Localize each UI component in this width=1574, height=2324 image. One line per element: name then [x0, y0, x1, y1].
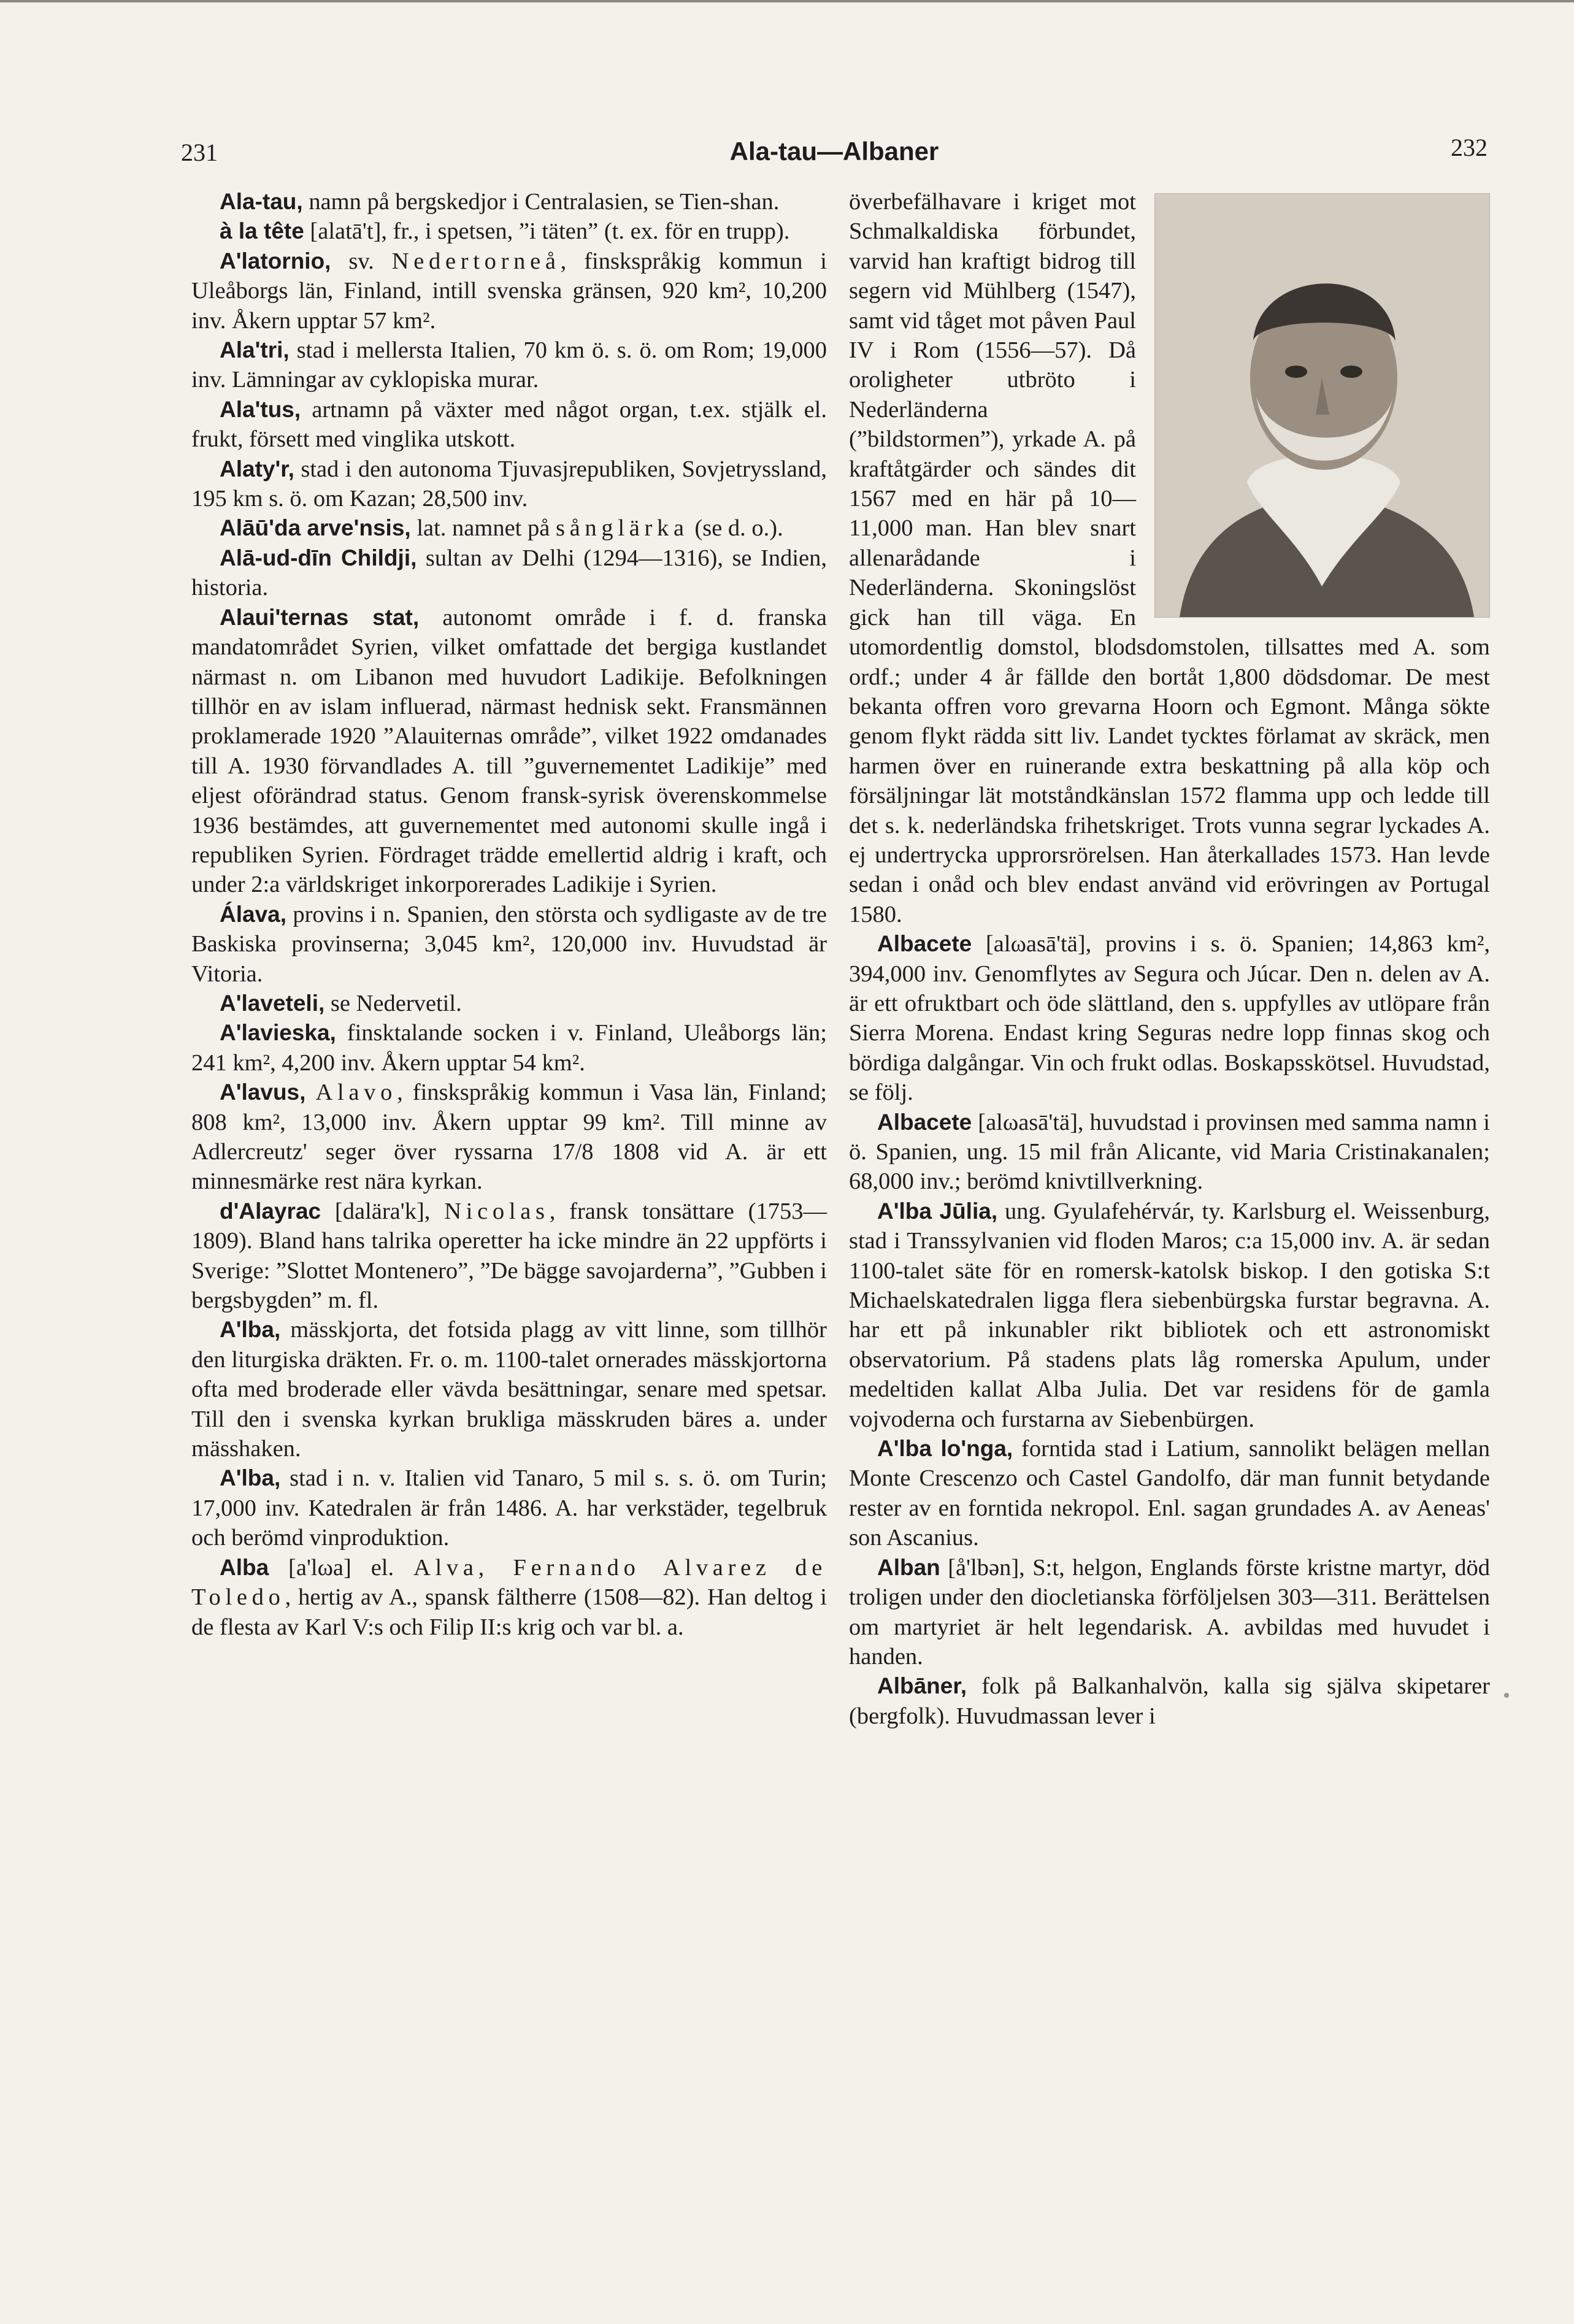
entry-alavieska: [191, 1018, 827, 1078]
headword: A'lba Jūlia,: [877, 1198, 998, 1224]
entry-text: provins i n. Spanien, den största och sydligaste av de tre Baskiska provinserna; 3,045 km², 120,000 inv. Huvudstad är Vitoria.: [191, 901, 827, 987]
entry-alba-longa: [849, 1434, 1490, 1553]
portrait-image: [1154, 193, 1490, 618]
entry-alba-city: [191, 1463, 827, 1552]
headword: A'lavus,: [220, 1080, 306, 1105]
headword: Ala-tau,: [220, 189, 303, 214]
entry-text: folk på Balkanhalvön, kalla sig själva skipetarer (bergfolk). Huvudmassan lever i: [849, 1673, 1490, 1729]
top-rule: [0, 0, 1574, 2]
entry-albaner: [849, 1671, 1490, 1731]
headword: à la tête: [220, 218, 304, 244]
headword: Albacete: [877, 931, 972, 957]
page-header: [181, 134, 1488, 175]
headword: Alban: [877, 1554, 940, 1580]
spaced-term: Alavo: [315, 1080, 397, 1106]
headword: A'lavieska,: [220, 1020, 336, 1046]
entry-text: , fransk tonsättare (1753—1809). Bland hans talrika operetter ha icke mindre än 22 uppförts i Sverige: ”Slottet Montenero”, ”De bägge savojarderna”, ”Gubben i bergsbygden” m. fl.: [191, 1198, 827, 1314]
entry-text: (se d. o.).: [688, 515, 783, 542]
headword: Alaui'ternas stat,: [220, 604, 420, 630]
entry-pre: lat. namnet på: [410, 515, 556, 542]
entry-text: namn på bergskedjor i Centralasien, se Tien-shan.: [302, 189, 780, 215]
headword: Alāū'da arve'nsis,: [220, 515, 411, 541]
headword: A'lba,: [220, 1317, 281, 1343]
running-head: Ala-tau—Albaner: [729, 137, 939, 166]
spaced-term: Nicolas: [444, 1198, 550, 1224]
margin-speck: [1504, 1693, 1509, 1698]
entry-text: se Nedervetil.: [324, 990, 462, 1016]
spaced-term: Alva, Fernando Alvarez de Toledo: [191, 1554, 827, 1611]
headword: Alaty'r,: [220, 456, 294, 481]
entry-pre: sv.: [331, 248, 392, 274]
entry-alba-vestment: [191, 1315, 827, 1463]
entry-pre: [dalära'k],: [321, 1198, 445, 1224]
entry-alatyr: [191, 454, 827, 514]
headword: A'lba,: [220, 1465, 281, 1491]
entry-alavus: [191, 1078, 827, 1197]
entry-text: stad i mellersta Italien, 70 km ö. s. ö. om Rom; 19,000 inv. Lämningar av cyklopiska murar.: [191, 337, 827, 393]
entry-text: , finskspråkig kommun i Uleåborgs län, Finland, intill svenska gränsen, 920 km², 10,200 inv. Åkern upptar 57 km².: [191, 248, 827, 334]
entry-text: forntida stad i Latium, sannolikt belägen mellan Monte Crescenzo och Castel Gandolfo, där man funnit betydande rester av en forntida nekropol. Enl. sagan grundades A. av Aeneas' son Ascanius.: [849, 1436, 1491, 1551]
entry-text: stad i n. v. Italien vid Tanaro, 5 mil s. s. ö. om Turin; 17,000 inv. Katedralen är från 1486. A. har verkstäder, tegelbruk och berömd vinproduktion.: [191, 1465, 827, 1551]
page-number-right: 232: [1451, 134, 1488, 161]
headword: Alba: [220, 1554, 269, 1580]
spaced-term: Nedertorneå: [391, 248, 561, 274]
headword: Álava,: [220, 901, 287, 927]
entry-text: , finskspråkig kommun i Vasa län, Finland; 808 km², 13,000 inv. Åkern upptar 99 km². Till minne av Adlercreutz' seger över ryssarna 17/8 1808 vid A. är ett minnesmärke rest nära kyrkan.: [191, 1080, 827, 1195]
entry-text: sultan av Delhi (1294—1316), se Indien, historia.: [191, 545, 827, 601]
entry-alatri: [191, 336, 827, 395]
headword: A'laveteli,: [220, 990, 325, 1016]
headword: Ala'tus,: [220, 396, 301, 422]
entry-alba-julia: [849, 1197, 1490, 1434]
entry-text: ung. Gyulafehérvár, ty. Karlsburg el. Weissenburg, stad i Transsylvanien vid floden Maros; c:a 15,000 inv. A. är sedan 1100-talet säte för en romersk-katolsk biskop. I den gotiska S:t Michaelskatedralen ligga flera siebenbürgska furstar begravna. A. har ett på inkunabler rikt bibliotek och ett astronomiskt observatorium. På stadens plats låg romerska Apulum, under medeltiden kallat Alba Julia. Det var residens för de gamla vojvoderna och furstarna av Siebenbürgen.: [849, 1198, 1491, 1432]
entry-alaveteli: [191, 989, 827, 1018]
entry-text: mässkjorta, det fotsida plagg av vitt linne, som tillhör den liturgiska dräkten. Fr. o. m. 1100-talet ornerades mässkjortorna ofta med broderade eller vävda besättningar, senare med spetsar. Till den i svenska kyrkan brukliga mässkruden bäres a. under mässhaken.: [191, 1317, 827, 1462]
left-column: [191, 187, 827, 2180]
entry-alatus: [191, 395, 827, 454]
headword: Albāner,: [877, 1673, 967, 1699]
entry-text: , hertig av A., spansk fältherre (1508—82). Han deltog i de flesta av Karl V:s och Filip II:s krig och var bl. a.: [191, 1584, 827, 1640]
entry-a-la-tete: [191, 217, 827, 246]
page-number-left: 231: [181, 139, 218, 166]
headword: A'latornio,: [220, 248, 331, 274]
entry-text: autonomt område i f. d. franska mandatområdet Syrien, vilket omfattade det bergiga kustlandet närmast n. om Libanon med huvudort Ladikije. Befolkningen tillhör en av islam influerad, närmast hednisk sekt. Fransmännen proklamerade 1920 ”Alauiternas område”, vilket 1922 omdanades till A. 1930 förvandlades A. till ”guvernementet Ladikije” med eljest oförändrad status. Genom fransk-syrisk överenskommelse 1936 bestämdes, att guvernementet med autonomi skulle ingå i republiken Syrien. Fördraget trädde emellertid aldrig i kraft, och under 2:a världskriget inkorporerades Ladikije i Syrien.: [191, 604, 827, 898]
entry-pre: [a'lωa] el.: [269, 1554, 413, 1581]
entry-text: [å'lbən], S:t, helgon, Englands förste kristne martyr, död troligen under den diocletianska förföljelsen 303—311. Berättelsen om martyriet är helt legendarisk. A. avbildas med huvudet i handen.: [849, 1554, 1490, 1670]
entry-alava: [191, 900, 827, 989]
entry-albacete-province: [849, 929, 1490, 1107]
entry-text: [alatā't], fr., i spetsen, ”i täten” (t. ex. för en trupp).: [304, 218, 790, 245]
headword: A'lba lo'nga,: [877, 1436, 1013, 1462]
entry-dalayrac: [191, 1197, 827, 1316]
portrait-illustration: [1155, 194, 1489, 617]
headword: Alā-ud-dīn Childji,: [220, 545, 417, 570]
right-column: [849, 187, 1490, 2180]
entry-ala-ud-din: [191, 543, 827, 603]
entry-alba-duke: [191, 1553, 827, 1642]
entry-albacete-city: [849, 1108, 1490, 1197]
entry-text: [alωasā'tä], provins i s. ö. Spanien; 14,863 km², 394,000 inv. Genomflytes av Segura och Júcar. Den n. delen av A. är ett ofruktbart och öde slättland, den s. uppfylles av utlöpare från Sierra Morena. Endast kring Seguras nedre lopp finnas skog och bördiga dalgångar. Vin och frukt odlas. Boskapsskötsel. Huvudstad, se följ.: [849, 931, 1490, 1106]
entry-text: artnamn på växter med något organ, t.ex. stjälk el. frukt, försett med vinglika utskott.: [191, 396, 827, 453]
headword: d'Alayrac: [220, 1198, 321, 1224]
spaced-term: sånglärka: [555, 515, 689, 542]
entry-pre: [305, 1080, 315, 1105]
entry-text: stad i den autonoma Tjuvasjrepubliken, Sovjetryssland, 195 km s. ö. om Kazan; 28,500 inv.: [191, 456, 827, 512]
continuation-alba: överbefälhavare i kriget mot Schmalkaldiska förbundet, varvid han kraftigt bidrog till segern vid Mühlberg (1547), samt vid tåget mot påven Paul IV i Rom (1556—57). Då oroligheter utbröto i Nederländerna (”bildstormen”), yrkade A. på kraftåtgärder och sändes dit 1567 med en här på 10—11,000 man. Han blev snart allenarådande i Nederländerna. Skoningslöst gick han till väga. En utomordentlig domstol, blodsdomstolen, tillsattes med A. som ordf.; under 4 år fällde den bortåt 1,800 dödsdomar. De mest bekanta offren voro grevarna Hoorn och Egmont. Många sökte genom flykt rädda sitt liv. Landet tycktes förlamat av skräck, men harmen över en ruinerande extra beskattning på alla köp och försäljningar lät motståndkänslan 1572 flamma upp och ledde till det s. k. nederländska frihetskriget. Trots vunna segrar lyckades A. ej undertrycka upprorsrörelsen. Han återkallades 1573. Han levde sedan i onåd och blev endast använd vid erövringen av Portugal 1580.: [849, 189, 1490, 927]
entry-text: [alωasā'tä], huvudstad i provinsen med samma namn i ö. Spanien, ung. 15 mil från Alicante, vid Maria Cristinakanalen; 68,000 inv.; berömd knivtillverkning.: [849, 1109, 1490, 1195]
entry-ala-tau: [191, 187, 827, 217]
entry-alatornio: [191, 247, 827, 336]
headword: Albacete: [877, 1109, 972, 1135]
entry-text: finsktalande socken i v. Finland, Uleåborgs län; 241 km², 4,200 inv. Åkern upptar 54 km².: [191, 1020, 827, 1076]
entry-alauda: [191, 513, 827, 543]
entry-alauiternas-stat: [191, 603, 827, 900]
entry-alban: [849, 1553, 1490, 1672]
headword: Ala'tri,: [220, 337, 290, 363]
